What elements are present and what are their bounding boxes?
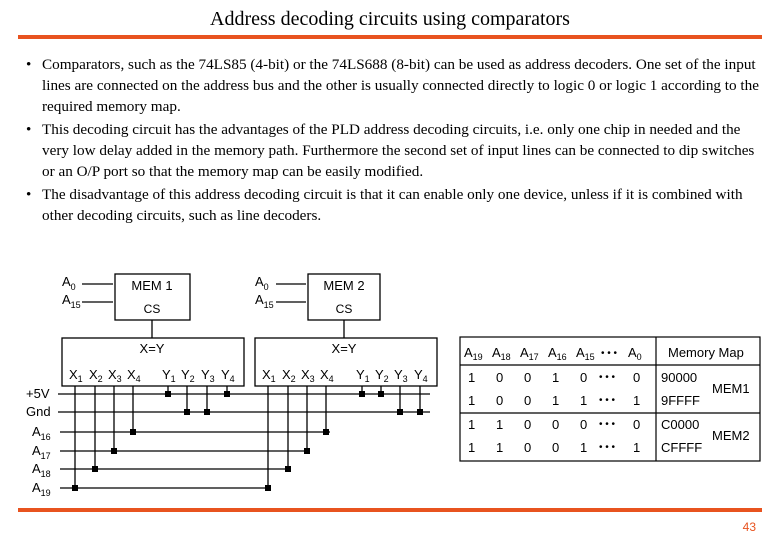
svg-text:1: 1 <box>496 417 504 432</box>
svg-text:CFFFF: CFFFF <box>661 440 703 455</box>
mem2-label: MEM 2 <box>323 278 365 293</box>
junction-dot <box>184 409 190 415</box>
bullet-text: Comparators, such as the 74LS85 (4-bit) or the 74LS688 (8-bit) can be used as address decoders. One set of the input lines are connected on the address bus and the other is usually connected directly to logic 0 or logic 1 according to the required memory map. <box>42 56 759 115</box>
junction-dot <box>359 391 365 397</box>
svg-text:1: 1 <box>552 393 560 408</box>
bullet-marker: • <box>26 121 32 138</box>
mem1-a15-label: $A_{15}$ <box>62 292 81 310</box>
rail-label-a17: $A_{17}$ <box>32 443 51 461</box>
page-number: 43 <box>742 520 756 534</box>
svg-text:0: 0 <box>580 370 588 385</box>
svg-text:90000: 90000 <box>661 370 698 385</box>
group-label-mem1: MEM1 <box>712 381 750 396</box>
junction-dot <box>130 429 136 435</box>
svg-text:0: 0 <box>552 440 560 455</box>
mem2-a15-label: $A_{15}$ <box>255 292 274 310</box>
bullet-marker: • <box>26 56 32 73</box>
header-a17: $A_{17}$ <box>520 345 539 362</box>
header-memory-map: Memory Map <box>668 345 744 360</box>
svg-text:1: 1 <box>468 393 476 408</box>
header-a15: $A_{15}$ <box>576 345 595 362</box>
mem2-a0-label: $A_0$ <box>255 274 269 292</box>
comparator2-output-label: X=Y <box>331 341 357 356</box>
svg-text:1: 1 <box>580 393 588 408</box>
header-ellipsis: • • • <box>601 348 618 359</box>
header-a0: $A_0$ <box>628 345 642 362</box>
svg-text:1: 1 <box>468 440 476 455</box>
input-label: $X_2$ <box>89 367 103 384</box>
input-label: $X_2$ <box>282 367 296 384</box>
junction-dot <box>378 391 384 397</box>
table-frame <box>460 337 760 461</box>
input-label: $Y_3$ <box>201 367 215 384</box>
input-label: $Y_4$ <box>221 367 235 384</box>
input-label: $X_1$ <box>69 367 83 384</box>
comparator1-output-label: X=Y <box>139 341 165 356</box>
svg-text:0: 0 <box>633 417 641 432</box>
svg-text:0: 0 <box>524 370 532 385</box>
slide-title: Address decoding circuits using comparators <box>210 8 570 30</box>
svg-text:• • •: • • • <box>599 395 616 406</box>
svg-text:0: 0 <box>633 370 641 385</box>
bullet-list <box>22 54 762 228</box>
bullet-text: The disadvantage of this address decoding circuit is that it can enable only one device, unless if it is combined with other decoding circuits, such as line decoders. <box>42 186 743 224</box>
junction-dot <box>111 448 117 454</box>
input-label: $Y_2$ <box>375 367 389 384</box>
table-row <box>468 393 700 408</box>
input-label: $Y_1$ <box>356 367 370 384</box>
svg-text:C0000: C0000 <box>661 417 700 432</box>
bullet-item <box>22 184 762 226</box>
svg-text:0: 0 <box>496 370 504 385</box>
input-label: $X_4$ <box>320 367 334 384</box>
input-label: $Y_4$ <box>414 367 428 384</box>
mem2-cs-label: CS <box>335 302 353 316</box>
svg-text:1: 1 <box>468 370 476 385</box>
junction-dot <box>304 448 310 454</box>
mem1-cs-label: CS <box>143 302 161 316</box>
bullet-item <box>22 119 762 182</box>
table-row <box>468 440 702 455</box>
header-a18: $A_{18}$ <box>492 345 511 362</box>
rail-label-5v: +5V <box>26 386 50 401</box>
header-a19: $A_{19}$ <box>464 345 483 362</box>
input-label: $Y_1$ <box>162 367 176 384</box>
svg-text:0: 0 <box>552 417 560 432</box>
junction-dot <box>323 429 329 435</box>
input-label: $X_3$ <box>108 367 122 384</box>
svg-text:1: 1 <box>468 417 476 432</box>
rail-label-a16: $A_{16}$ <box>32 424 51 442</box>
input-label: $Y_3$ <box>394 367 408 384</box>
svg-text:• • •: • • • <box>599 442 616 453</box>
bullet-item <box>22 54 762 117</box>
mem1-a0-label: $A_0$ <box>62 274 76 292</box>
comparator-circuit-diagram <box>0 262 460 502</box>
junction-dot <box>265 485 271 491</box>
svg-text:1: 1 <box>633 393 641 408</box>
junction-dot <box>417 409 423 415</box>
group-label-mem2: MEM2 <box>712 428 750 443</box>
svg-text:0: 0 <box>496 393 504 408</box>
svg-text:• • •: • • • <box>599 372 616 383</box>
input-label: $X_1$ <box>262 367 276 384</box>
header-a16: $A_{16}$ <box>548 345 567 362</box>
svg-text:1: 1 <box>580 440 588 455</box>
svg-text:0: 0 <box>580 417 588 432</box>
svg-text:1: 1 <box>552 370 560 385</box>
rail-label-a18: $A_{18}$ <box>32 461 51 479</box>
table-row <box>468 417 699 432</box>
bullet-text: This decoding circuit has the advantages of the PLD address decoding circuits, i.e. only one chip in needed and the very low delay added in the memory path. Furthermore the second set of input lines can be connected to dip switches or an O/P port so that the memory map can be easily modified. <box>42 121 755 180</box>
svg-text:9FFFF: 9FFFF <box>661 393 700 408</box>
junction-dot <box>285 466 291 472</box>
svg-text:0: 0 <box>524 440 532 455</box>
input-label: $X_3$ <box>301 367 315 384</box>
junction-dot <box>224 391 230 397</box>
junction-dot <box>397 409 403 415</box>
table-row <box>468 370 697 385</box>
mem1-label: MEM 1 <box>131 278 173 293</box>
rail-label-gnd: Gnd <box>26 404 51 419</box>
svg-text:1: 1 <box>633 440 641 455</box>
svg-text:1: 1 <box>496 440 504 455</box>
bottom-divider <box>18 508 762 512</box>
svg-text:0: 0 <box>524 393 532 408</box>
junction-dot <box>72 485 78 491</box>
top-divider <box>18 35 762 39</box>
svg-text:0: 0 <box>524 417 532 432</box>
junction-dot <box>204 409 210 415</box>
rail-label-a19: $A_{19}$ <box>32 480 51 498</box>
svg-text:• • •: • • • <box>599 419 616 430</box>
input-label: $Y_2$ <box>181 367 195 384</box>
junction-dot <box>165 391 171 397</box>
junction-dot <box>92 466 98 472</box>
input-label: $X_4$ <box>127 367 141 384</box>
bullet-marker: • <box>26 186 32 203</box>
